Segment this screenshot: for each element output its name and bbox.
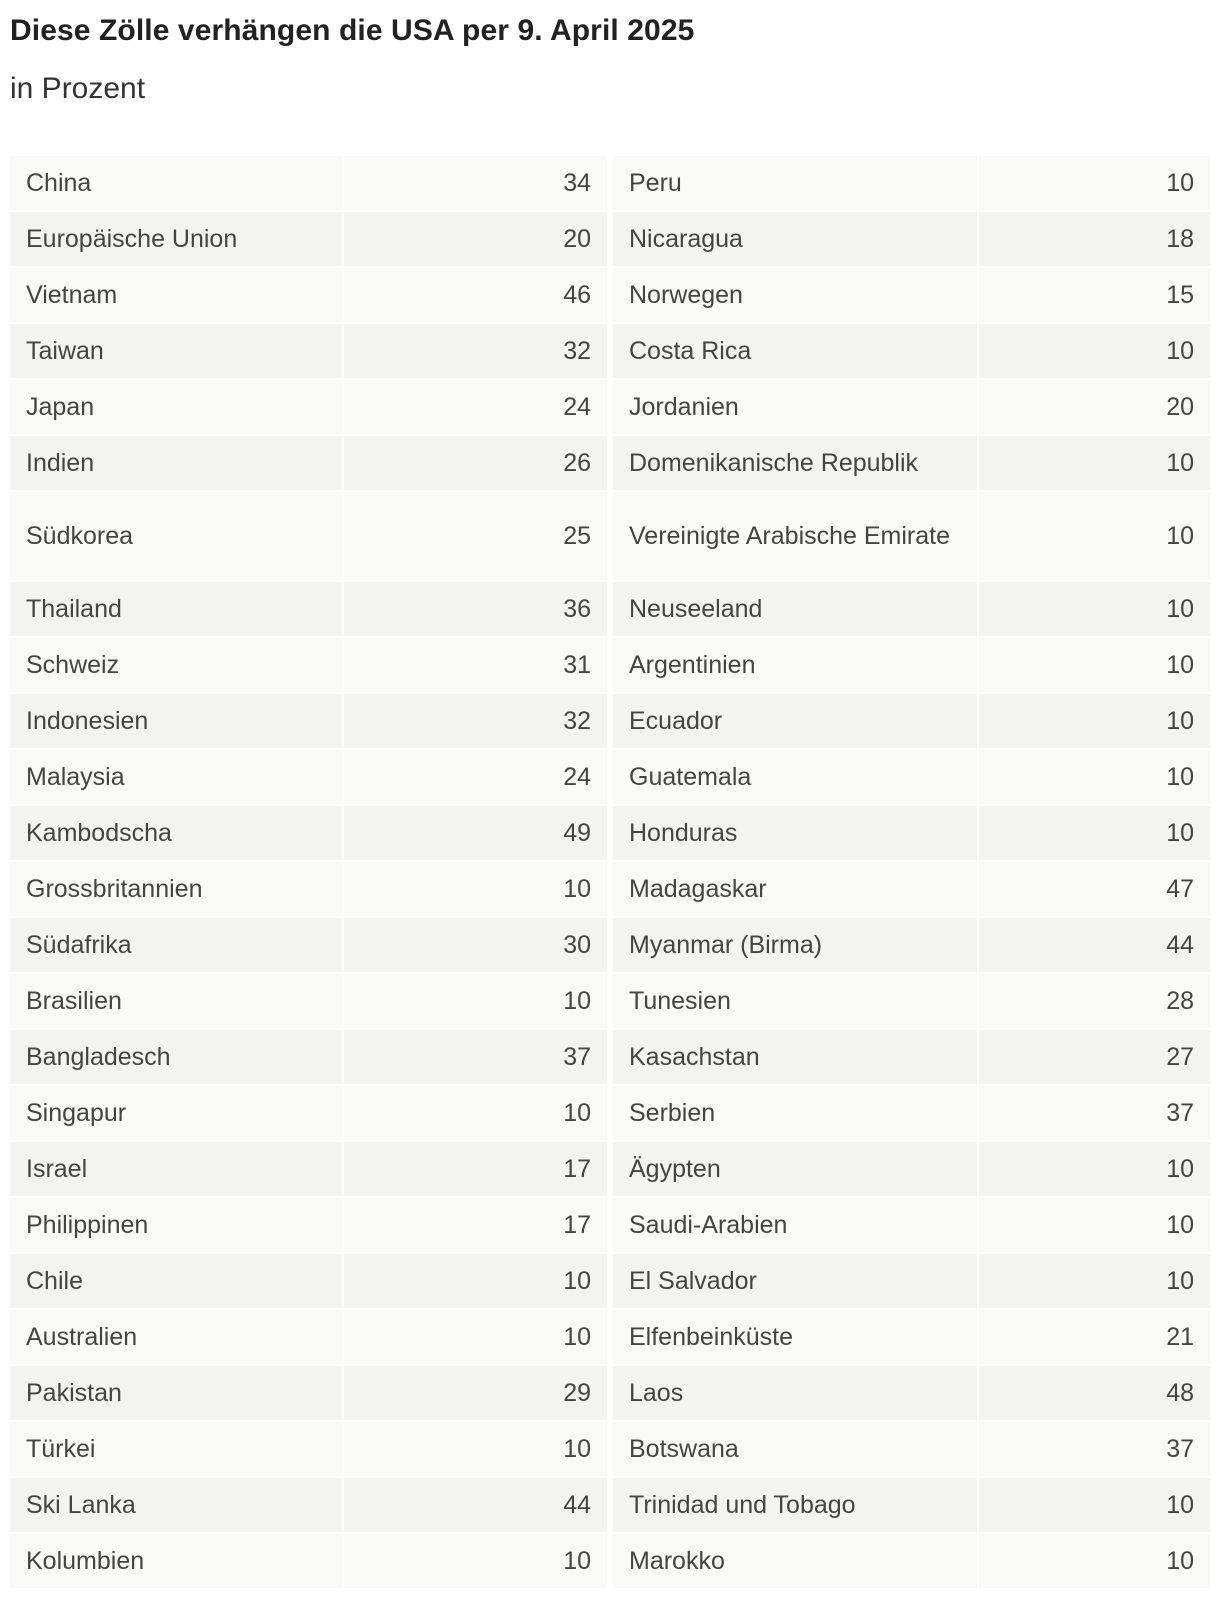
tariff-value-cell: 10 (979, 1198, 1210, 1252)
tariff-value-cell: 44 (344, 1478, 607, 1532)
table-row (613, 1198, 1210, 1252)
table-row (613, 974, 1210, 1028)
table-row (613, 436, 1210, 490)
country-cell: Marokko (613, 1534, 977, 1588)
country-cell: Norwegen (613, 268, 977, 322)
country-cell: Japan (10, 380, 342, 434)
tariff-value-cell: 10 (979, 156, 1210, 210)
tariff-value-cell: 10 (979, 1534, 1210, 1588)
country-cell: Ski Lanka (10, 1478, 342, 1532)
country-cell: Trinidad und Tobago (613, 1478, 977, 1532)
country-cell: Nicaragua (613, 212, 977, 266)
country-cell: Südafrika (10, 918, 342, 972)
tariff-value-cell: 28 (979, 974, 1210, 1028)
table-row (613, 750, 1210, 804)
table-row (10, 1478, 607, 1532)
table-row (613, 1422, 1210, 1476)
country-cell: Taiwan (10, 324, 342, 378)
table-row (10, 694, 607, 748)
country-cell: China (10, 156, 342, 210)
table-row (10, 1366, 607, 1420)
country-cell: Kolumbien (10, 1534, 342, 1588)
country-cell: Schweiz (10, 638, 342, 692)
country-cell: Vietnam (10, 268, 342, 322)
country-cell: Thailand (10, 582, 342, 636)
country-cell: Südkorea (10, 492, 342, 580)
tariff-value-cell: 10 (344, 1422, 607, 1476)
tariff-value-cell: 30 (344, 918, 607, 972)
country-cell: Peru (613, 156, 977, 210)
table-row (10, 638, 607, 692)
table-row (10, 492, 607, 580)
table-row (613, 582, 1210, 636)
country-cell: Bangladesch (10, 1030, 342, 1084)
tariff-value-cell: 10 (344, 1254, 607, 1308)
tariff-value-cell: 10 (344, 862, 607, 916)
table-column-left (10, 156, 607, 1588)
table-row (613, 862, 1210, 916)
table-row (613, 694, 1210, 748)
country-cell: Israel (10, 1142, 342, 1196)
table-row (613, 1478, 1210, 1532)
tariff-value-cell: 10 (344, 974, 607, 1028)
table-row (10, 1254, 607, 1308)
tariff-value-cell: 10 (979, 806, 1210, 860)
tariff-value-cell: 10 (344, 1310, 607, 1364)
table-row (10, 1086, 607, 1140)
tariff-value-cell: 25 (344, 492, 607, 580)
table-row (613, 1086, 1210, 1140)
country-cell: Laos (613, 1366, 977, 1420)
country-cell: Neuseeland (613, 582, 977, 636)
table-row (10, 806, 607, 860)
tariff-value-cell: 37 (979, 1086, 1210, 1140)
table-row (10, 212, 607, 266)
country-cell: Indonesien (10, 694, 342, 748)
tariff-value-cell: 10 (344, 1534, 607, 1588)
tariff-value-cell: 10 (979, 324, 1210, 378)
chart-subtitle: in Prozent (10, 72, 146, 105)
table-row (10, 1142, 607, 1196)
table-row (10, 156, 607, 210)
table-row (613, 212, 1210, 266)
country-cell: El Salvador (613, 1254, 977, 1308)
tariff-value-cell: 37 (979, 1422, 1210, 1476)
country-cell: Argentinien (613, 638, 977, 692)
country-cell: Serbien (613, 1086, 977, 1140)
country-cell: Indien (10, 436, 342, 490)
tariff-value-cell: 10 (979, 750, 1210, 804)
tariff-value-cell: 32 (344, 694, 607, 748)
country-cell: Costa Rica (613, 324, 977, 378)
table-row (10, 1422, 607, 1476)
country-cell: Australien (10, 1310, 342, 1364)
table-row (613, 156, 1210, 210)
country-cell: Guatemala (613, 750, 977, 804)
tariff-value-cell: 17 (344, 1198, 607, 1252)
country-cell: Tunesien (613, 974, 977, 1028)
country-cell: Madagaskar (613, 862, 977, 916)
tariff-value-cell: 20 (979, 380, 1210, 434)
country-cell: Domenikanische Republik (613, 436, 977, 490)
tariff-value-cell: 32 (344, 324, 607, 378)
tariff-value-cell: 34 (344, 156, 607, 210)
tariff-value-cell: 24 (344, 750, 607, 804)
country-cell: Vereinigte Arabische Emirate (613, 492, 977, 580)
country-cell: Pakistan (10, 1366, 342, 1420)
tariff-value-cell: 44 (979, 918, 1210, 972)
table-row (10, 582, 607, 636)
tariff-value-cell: 46 (344, 268, 607, 322)
country-cell: Elfenbeinküste (613, 1310, 977, 1364)
table-row (10, 862, 607, 916)
country-cell: Philippinen (10, 1198, 342, 1252)
table-row (10, 380, 607, 434)
country-cell: Grossbritannien (10, 862, 342, 916)
table-row (613, 638, 1210, 692)
tariff-value-cell: 27 (979, 1030, 1210, 1084)
country-cell: Honduras (613, 806, 977, 860)
tariff-value-cell: 36 (344, 582, 607, 636)
table-row (613, 1030, 1210, 1084)
table-row (10, 324, 607, 378)
table-row (10, 918, 607, 972)
tariff-value-cell: 17 (344, 1142, 607, 1196)
country-cell: Türkei (10, 1422, 342, 1476)
tariff-value-cell: 10 (979, 492, 1210, 580)
country-cell: Chile (10, 1254, 342, 1308)
tariff-value-cell: 10 (979, 1254, 1210, 1308)
country-cell: Kasachstan (613, 1030, 977, 1084)
table-row (613, 918, 1210, 972)
country-cell: Europäische Union (10, 212, 342, 266)
tariff-value-cell: 18 (979, 212, 1210, 266)
tariff-value-cell: 10 (979, 638, 1210, 692)
table-row (10, 1198, 607, 1252)
country-cell: Malaysia (10, 750, 342, 804)
tariff-value-cell: 10 (979, 436, 1210, 490)
table-row (10, 1030, 607, 1084)
table-row (613, 268, 1210, 322)
table-row (10, 436, 607, 490)
country-cell: Singapur (10, 1086, 342, 1140)
tariff-value-cell: 10 (979, 694, 1210, 748)
table-column-right (613, 156, 1210, 1588)
table-row (10, 1310, 607, 1364)
table-row (613, 324, 1210, 378)
country-cell: Kambodscha (10, 806, 342, 860)
table-row (613, 1366, 1210, 1420)
tariff-value-cell: 24 (344, 380, 607, 434)
table-row (613, 1534, 1210, 1588)
tariff-value-cell: 48 (979, 1366, 1210, 1420)
tariff-table (10, 156, 1210, 1588)
tariff-value-cell: 26 (344, 436, 607, 490)
tariff-value-cell: 47 (979, 862, 1210, 916)
country-cell: Brasilien (10, 974, 342, 1028)
country-cell: Saudi-Arabien (613, 1198, 977, 1252)
table-row (10, 974, 607, 1028)
tariff-value-cell: 29 (344, 1366, 607, 1420)
table-row (613, 806, 1210, 860)
table-row (10, 750, 607, 804)
table-row (613, 1142, 1210, 1196)
tariff-value-cell: 10 (979, 582, 1210, 636)
tariff-value-cell: 10 (979, 1142, 1210, 1196)
table-row (10, 268, 607, 322)
tariff-value-cell: 10 (344, 1086, 607, 1140)
tariff-value-cell: 37 (344, 1030, 607, 1084)
tariff-value-cell: 31 (344, 638, 607, 692)
table-row (613, 380, 1210, 434)
chart-title: Diese Zölle verhängen die USA per 9. April 2025 (10, 14, 695, 47)
country-cell: Botswana (613, 1422, 977, 1476)
tariff-value-cell: 15 (979, 268, 1210, 322)
tariff-value-cell: 21 (979, 1310, 1210, 1364)
country-cell: Myanmar (Birma) (613, 918, 977, 972)
tariff-value-cell: 49 (344, 806, 607, 860)
country-cell: Ecuador (613, 694, 977, 748)
table-row (613, 1254, 1210, 1308)
country-cell: Ägypten (613, 1142, 977, 1196)
table-row (613, 492, 1210, 580)
tariff-value-cell: 10 (979, 1478, 1210, 1532)
country-cell: Jordanien (613, 380, 977, 434)
table-row (613, 1310, 1210, 1364)
tariff-value-cell: 20 (344, 212, 607, 266)
table-row (10, 1534, 607, 1588)
